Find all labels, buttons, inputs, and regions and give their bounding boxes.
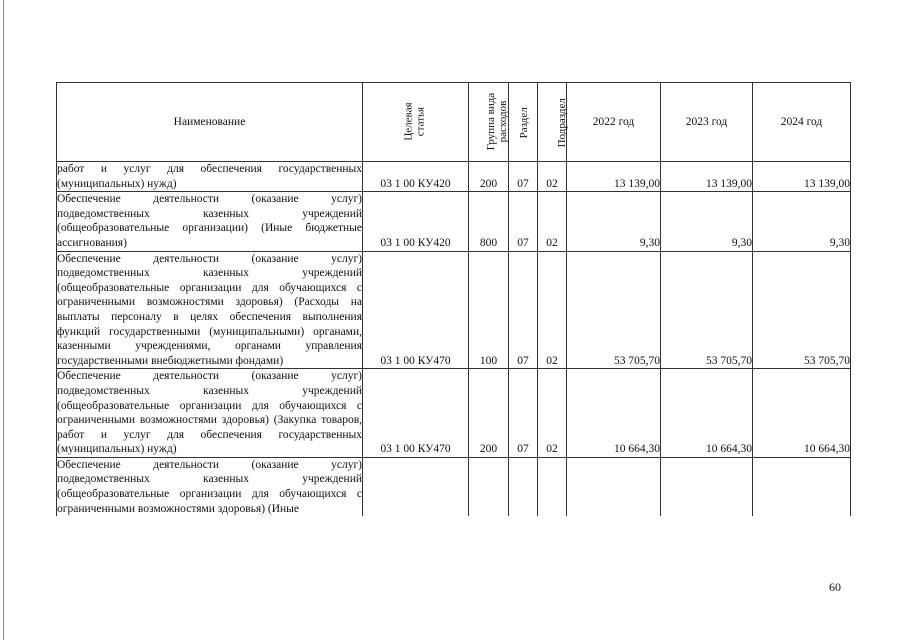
header-2023: 2023 год xyxy=(661,83,753,162)
row-2022: 13 139,00 xyxy=(567,162,661,192)
header-target-article: Целевая статья xyxy=(363,83,469,162)
row-section: 07 xyxy=(509,162,538,192)
row-expense-group: 200 xyxy=(469,162,509,192)
row-section: 07 xyxy=(509,251,538,369)
row-expense-group xyxy=(469,457,509,516)
row-target-article: 03 1 00 КУ470 xyxy=(363,251,469,369)
table-row xyxy=(57,457,851,516)
row-section: 07 xyxy=(509,369,538,458)
row-name: Обеспечение деятельности (оказание услуг) подведомственных казенных учреждений (общеобразовательные организации для обучающихся с ограниченными возможностями здоровья) (Расходы на выплаты персоналу в целях обеспечения выполнения функций государственными (муниципальными) органами, казенными учреждениями, органами управления государственными внебюджетными фондами) xyxy=(57,251,363,369)
row-2023: 13 139,00 xyxy=(661,162,753,192)
row-2022: 10 664,30 xyxy=(567,369,661,458)
header-name: Наименование xyxy=(57,83,363,162)
row-expense-group: 100 xyxy=(469,251,509,369)
row-name: Обеспечение деятельности (оказание услуг) подведомственных казенных учреждений (общеобразовательные организации для обучающихся с ограниченными возможностями здоровья) (Закупка товаров, работ и услуг для обеспечения государственных (муниципальных) нужд) xyxy=(57,369,363,458)
table-row xyxy=(57,369,851,458)
table-header-row xyxy=(57,83,851,162)
row-target-article xyxy=(363,457,469,516)
table-row xyxy=(57,251,851,369)
row-2024: 10 664,30 xyxy=(753,369,851,458)
row-expense-group: 200 xyxy=(469,369,509,458)
header-2024: 2024 год xyxy=(753,83,851,162)
header-section: Раздел xyxy=(509,83,538,162)
row-2024: 53 705,70 xyxy=(753,251,851,369)
row-name: Обеспечение деятельности (оказание услуг) подведомственных казенных учреждений (общеобразовательные организации для обучающихся с ограниченными возможностями здоровья) (Иные xyxy=(57,458,362,515)
row-subsection: 02 xyxy=(538,369,567,458)
table-row xyxy=(57,192,851,251)
row-subsection xyxy=(538,457,567,516)
header-2022: 2022 год xyxy=(567,83,661,162)
row-target-article: 03 1 00 КУ470 xyxy=(363,369,469,458)
header-expense-group: Группа вида расходов xyxy=(469,83,509,162)
row-2023: 9,30 xyxy=(661,192,753,251)
row-2024 xyxy=(753,457,851,516)
row-name: Обеспечение деятельности (оказание услуг) подведомственных казенных учреждений (общеобразовательные организации) (Иные бюджетные ассигнования) xyxy=(57,192,363,251)
page-edge-line xyxy=(3,0,4,640)
row-target-article: 03 1 00 КУ420 xyxy=(363,192,469,251)
row-subsection: 02 xyxy=(538,192,567,251)
row-target-article: 03 1 00 КУ420 xyxy=(363,162,469,192)
row-2023 xyxy=(661,457,753,516)
row-2022: 9,30 xyxy=(567,192,661,251)
row-2024: 9,30 xyxy=(753,192,851,251)
row-subsection: 02 xyxy=(538,162,567,192)
row-2022 xyxy=(567,457,661,516)
row-section xyxy=(509,457,538,516)
page-number: 60 xyxy=(829,580,841,594)
row-2022: 53 705,70 xyxy=(567,251,661,369)
row-expense-group: 800 xyxy=(469,192,509,251)
row-section: 07 xyxy=(509,192,538,251)
table-row xyxy=(57,162,851,192)
row-2023: 53 705,70 xyxy=(661,251,753,369)
row-subsection: 02 xyxy=(538,251,567,369)
row-name: работ и услуг для обеспечения государственных (муниципальных) нужд) xyxy=(57,162,363,192)
row-2024: 13 139,00 xyxy=(753,162,851,192)
header-subsection: Подраздел xyxy=(538,83,567,162)
budget-table xyxy=(56,82,851,516)
row-2023: 10 664,30 xyxy=(661,369,753,458)
